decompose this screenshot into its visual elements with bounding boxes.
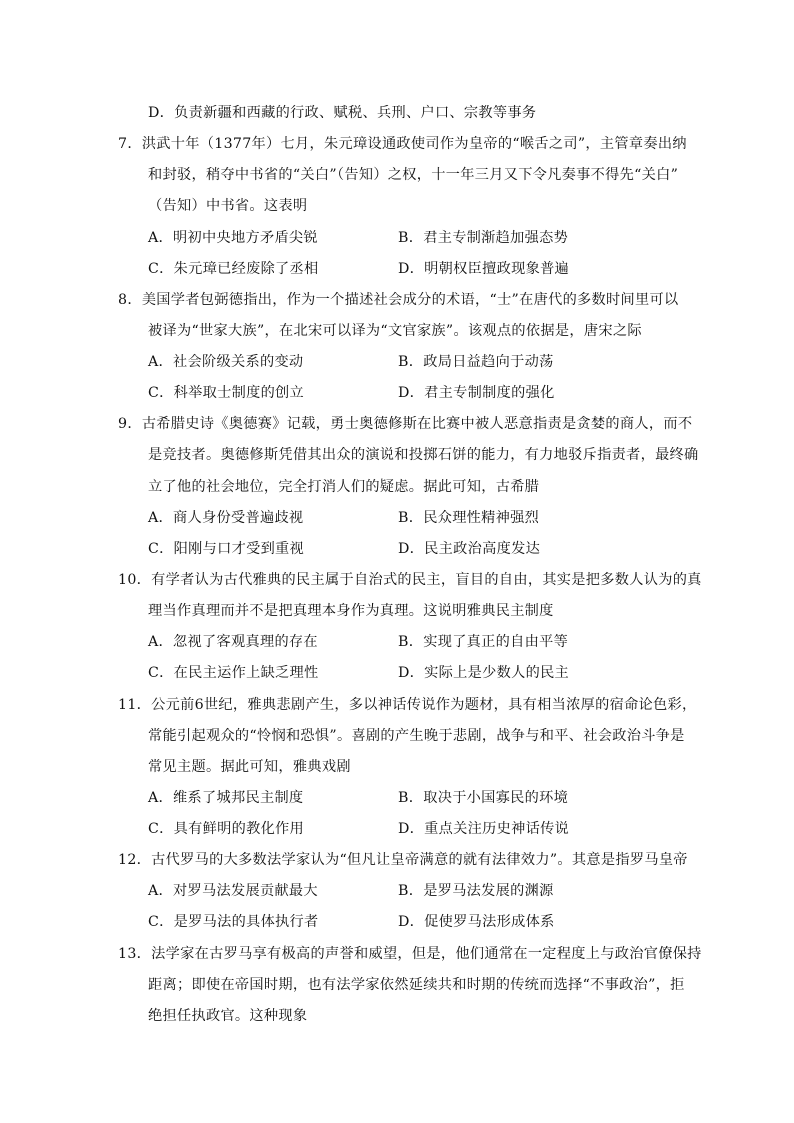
question-7-option-a: A．明初中央地方矛盾尖锐 — [148, 230, 318, 246]
question-13-line-2: 距离；即使在帝国时期，也有法学家依然延续共和时期的传统而选择“不事政治”，拒 — [148, 977, 685, 993]
question-8-option-c: C．科举取士制度的创立 — [148, 385, 305, 401]
question-7-option-d: D．明朝权臣擅政现象普遍 — [398, 261, 570, 277]
question-7-line-1: 7．洪武十年（1377年）七月，朱元璋设通政使司作为皇帝的“喉舌之司”，主管章奏出纳 — [118, 136, 687, 152]
question-7-line-2: 和封驳，稍夺中书省的“关白”（告知）之权，十一年三月又下令凡奏事不得先“关白” — [148, 167, 679, 183]
question-13-line-3: 绝担任执政官。这种现象 — [148, 1008, 308, 1024]
question-8-line-2: 被译为“世家大族”，在北宋可以译为“文官家族”。该观点的依据是，唐宋之际 — [148, 323, 642, 339]
question-7-option-b: B．君主专制渐趋加强态势 — [398, 230, 569, 246]
question-8-line-1: 8．美国学者包弼德指出，作为一个描述社会成分的术语，“士”在唐代的多数时间里可以 — [118, 292, 679, 308]
question-10-option-b: B．实现了真正的自由平等 — [398, 634, 569, 650]
question-11-option-b: B．取决于小国寡民的环境 — [398, 790, 569, 806]
question-6-option-d: D．负责新疆和西藏的行政、赋税、兵刑、户口、宗教等事务 — [148, 105, 537, 121]
question-10-option-d: D．实际上是少数人的民主 — [398, 665, 570, 681]
question-13-line-1: 13．法学家在古罗马享有极高的声誉和威望，但是，他们通常在一定程度上与政治官僚保持 — [118, 946, 702, 962]
question-11-option-c: C．具有鲜明的教化作用 — [148, 821, 305, 837]
question-12-line-1: 12．古代罗马的大多数法学家认为“但凡让皇帝满意的就有法律效力”。其意是指罗马皇帝 — [118, 852, 688, 868]
question-11-line-3: 常见主题。据此可知，雅典戏剧 — [148, 759, 351, 775]
question-9-line-1: 9．古希腊史诗《奥德赛》记载，勇士奥德修斯在比赛中被人恶意指责是贪婪的商人，而不 — [118, 416, 693, 432]
question-9-line-2: 是竞技者。奥德修斯凭借其出众的演说和投掷石饼的能力，有力地驳斥指责者，最终确 — [148, 447, 699, 463]
question-9-option-d: D．民主政治高度发达 — [398, 541, 541, 557]
question-8-option-d: D．君主专制制度的强化 — [398, 385, 555, 401]
question-11-option-d: D．重点关注历史神话传说 — [398, 821, 570, 837]
question-9-option-c: C．阳刚与口才受到重视 — [148, 541, 305, 557]
question-9-option-a: A．商人身份受普遍歧视 — [148, 510, 304, 526]
question-12-option-b: B．是罗马法发展的渊源 — [398, 883, 554, 899]
question-12-option-a: A．对罗马法发展贡献最大 — [148, 883, 318, 899]
question-10-line-1: 10．有学者认为古代雅典的民主属于自治式的民主，盲目的自由，其实是把多数人认为的真 — [118, 572, 702, 588]
question-10-line-2: 理当作真理而并不是把真理本身作为真理。这说明雅典民主制度 — [148, 603, 554, 619]
question-12-option-d: D．促使罗马法形成体系 — [398, 914, 555, 930]
question-7-option-c: C．朱元璋已经废除了丞相 — [148, 261, 319, 277]
question-11-line-1: 11．公元前6世纪，雅典悲剧产生，多以神话传说作为题材，具有相当浓厚的宿命论色彩， — [118, 697, 697, 713]
question-12-option-c: C．是罗马法的具体执行者 — [148, 914, 319, 930]
question-10-option-a: A．忽视了客观真理的存在 — [148, 634, 318, 650]
question-10-option-c: C．在民主运作上缺乏理性 — [148, 665, 319, 681]
question-11-option-a: A．维系了城邦民主制度 — [148, 790, 304, 806]
question-8-option-b: B．政局日益趋向于动荡 — [398, 354, 554, 370]
question-8-option-a: A．社会阶级关系的变动 — [148, 354, 304, 370]
question-11-line-2: 常能引起观众的“怜悯和恐惧”。喜剧的产生晚于悲剧，战争与和平、社会政治斗争是 — [148, 728, 685, 744]
question-9-line-3: 立了他的社会地位，完全打消人们的疑虑。据此可知，古希腊 — [148, 479, 540, 495]
question-7-line-3: （告知）中书省。这表明 — [148, 198, 308, 214]
question-9-option-b: B．民众理性精神强烈 — [398, 510, 540, 526]
